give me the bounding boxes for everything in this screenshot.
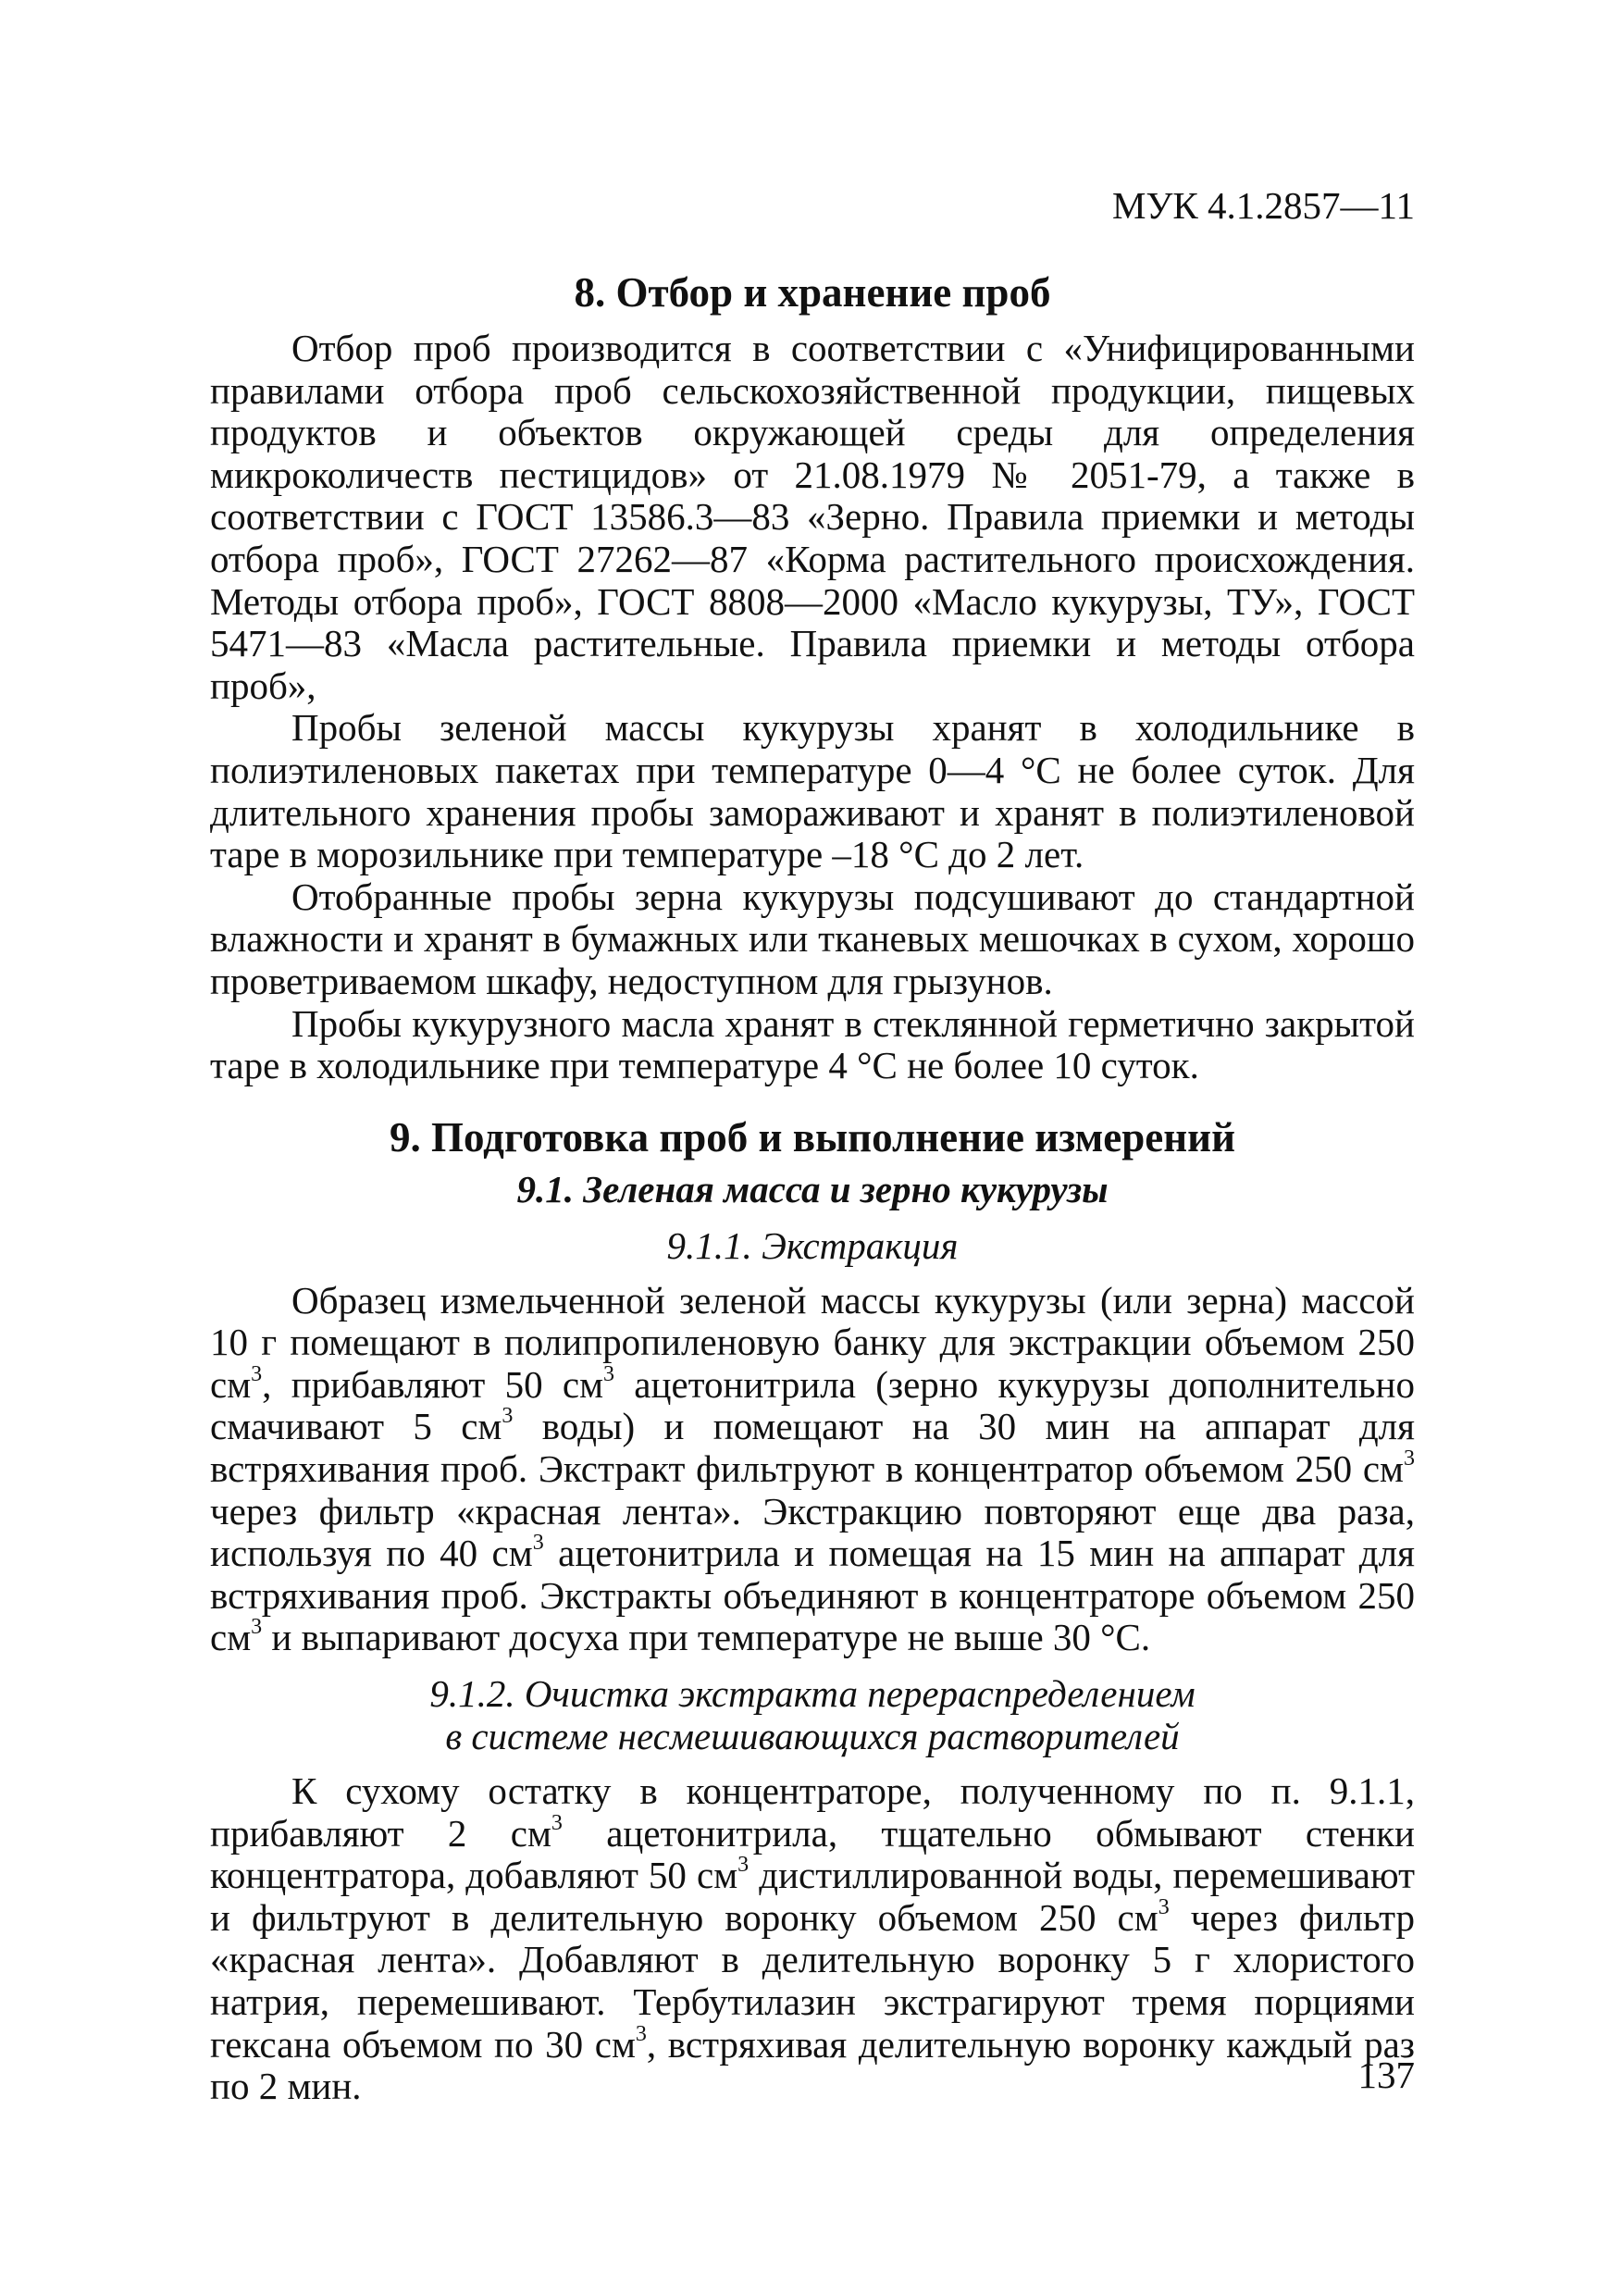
superscript: 3 (532, 1531, 544, 1556)
document-code: МУК 4.1.2857—11 (1111, 184, 1415, 227)
page-number: 137 (1357, 2054, 1415, 2096)
text-run: дистиллированной воды, перемешивают и фильтруют в делительную воронку объемом 250 см (210, 1854, 1415, 1939)
text-run: воды) и помещают на 30 мин на аппарат для встряхивания проб. Экстракт фильтруют в концентратор объемом 250 см (210, 1405, 1415, 1491)
text-run: через фильтр «красная лента». Экстракцию повторяют еще два раза, используя по 40 см (210, 1489, 1415, 1575)
superscript: 3 (635, 2021, 647, 2046)
extraction-paragraph (210, 1280, 1415, 1659)
section-8-paragraph-2: Пробы зеленой массы кукурузы хранят в холодильнике в полиэтиленовых пакетах при температуре 0—4 °С не более суток. Для длительного хранения пробы замораживают и хранят в полиэтиленовой таре в морозильнике при температуре –18 °С до 2 лет. (210, 706, 1415, 876)
text-run: ацетонитрила, тщательно обмывают стенки концентратора, добавляют 50 см (210, 1811, 1415, 1897)
section-8-paragraph-1: Отбор проб производится в соответствии с «Унифицированными правилами отбора проб сельскохозяйственной продукции, пищевых продуктов и объектов окружающей среды для определения микроколичеств пестицидов» от 21.08.1979 № 2051-79, а также в соответствии с ГОСТ 13586.3—83 «Зерно. Правила приемки и методы отбора проб», ГОСТ 27262—87 «Корма растительного происхождения. Методы отбора проб», ГОСТ 8808—2000 «Масло кукурузы, ТУ», ГОСТ 5471—83 «Масла растительные. Правила приемки и методы отбора проб», (210, 327, 1415, 707)
text-run: ацетонитрила и помещая на 15 мин на аппарат для встряхивания проб. Экстракты объединяют в концентраторе объемом 250 см (210, 1532, 1415, 1659)
superscript: 3 (251, 1615, 263, 1640)
superscript: 3 (502, 1404, 514, 1429)
page-content (210, 268, 1415, 2108)
text-run: через фильтр «красная лента». Добавляют в делительную воронку 5 г хлористого натрия, перемешивают. Тербутилазин экстрагируют тремя порциями гексана объемом по 30 см (210, 1895, 1415, 2066)
section-8-paragraph-3: Отобранные пробы зерна кукурузы подсушивают до стандартной влажности и хранят в бумажных или тканевых мешочках в сухом, хорошо проветриваемом шкафу, недоступном для грызунов. (210, 875, 1415, 1002)
subsection-9-1-2-title (210, 1672, 1415, 1757)
section-9-title: 9. Подготовка проб и выполнение измерений (389, 1113, 1236, 1160)
text-run: ацетонитрила (зерно кукурузы дополнительно смачивают 5 см (210, 1362, 1415, 1448)
subsection-9-1-2-title-line-2: в системе несмешивающихся растворителей (445, 1715, 1180, 1758)
section-8-paragraph-4: Пробы кукурузного масла хранят в стеклянной герметично закрытой таре в холодильнике при температуре 4 °С не более 10 суток. (210, 1001, 1415, 1087)
text-run: , прибавляют 50 см (262, 1362, 604, 1406)
cleanup-paragraph (210, 1770, 1415, 2108)
text-run: Образец измельченной зеленой массы кукурузы (или зерна) массой 10 г помещают в полипропиленовую банку для экстракции объемом 250 см (210, 1278, 1415, 1406)
superscript: 3 (737, 1853, 750, 1878)
superscript: 3 (1404, 1446, 1415, 1471)
text-run: К сухому остатку в концентраторе, полученному по п. 9.1.1, прибавляют 2 см (210, 1769, 1415, 1855)
section-8-title: 8. Отбор и хранение проб (574, 269, 1051, 316)
text-run: , встряхивая делительную воронку каждый раз по 2 мин. (210, 2022, 1415, 2108)
superscript: 3 (1158, 1894, 1170, 1919)
text-run: и выпаривают досуха при температуре не выше 30 °С. (262, 1616, 1151, 1659)
superscript: 3 (551, 1810, 563, 1835)
subsection-9-1-2-title-line-1: 9.1.2. Очистка экстракта перераспределением (429, 1672, 1196, 1716)
superscript: 3 (251, 1361, 263, 1386)
subsection-9-1-title: 9.1. Зеленая масса и зерно кукурузы (516, 1167, 1109, 1210)
subsection-9-1-1-title: 9.1.1. Экстракция (666, 1223, 959, 1267)
superscript: 3 (603, 1361, 615, 1386)
